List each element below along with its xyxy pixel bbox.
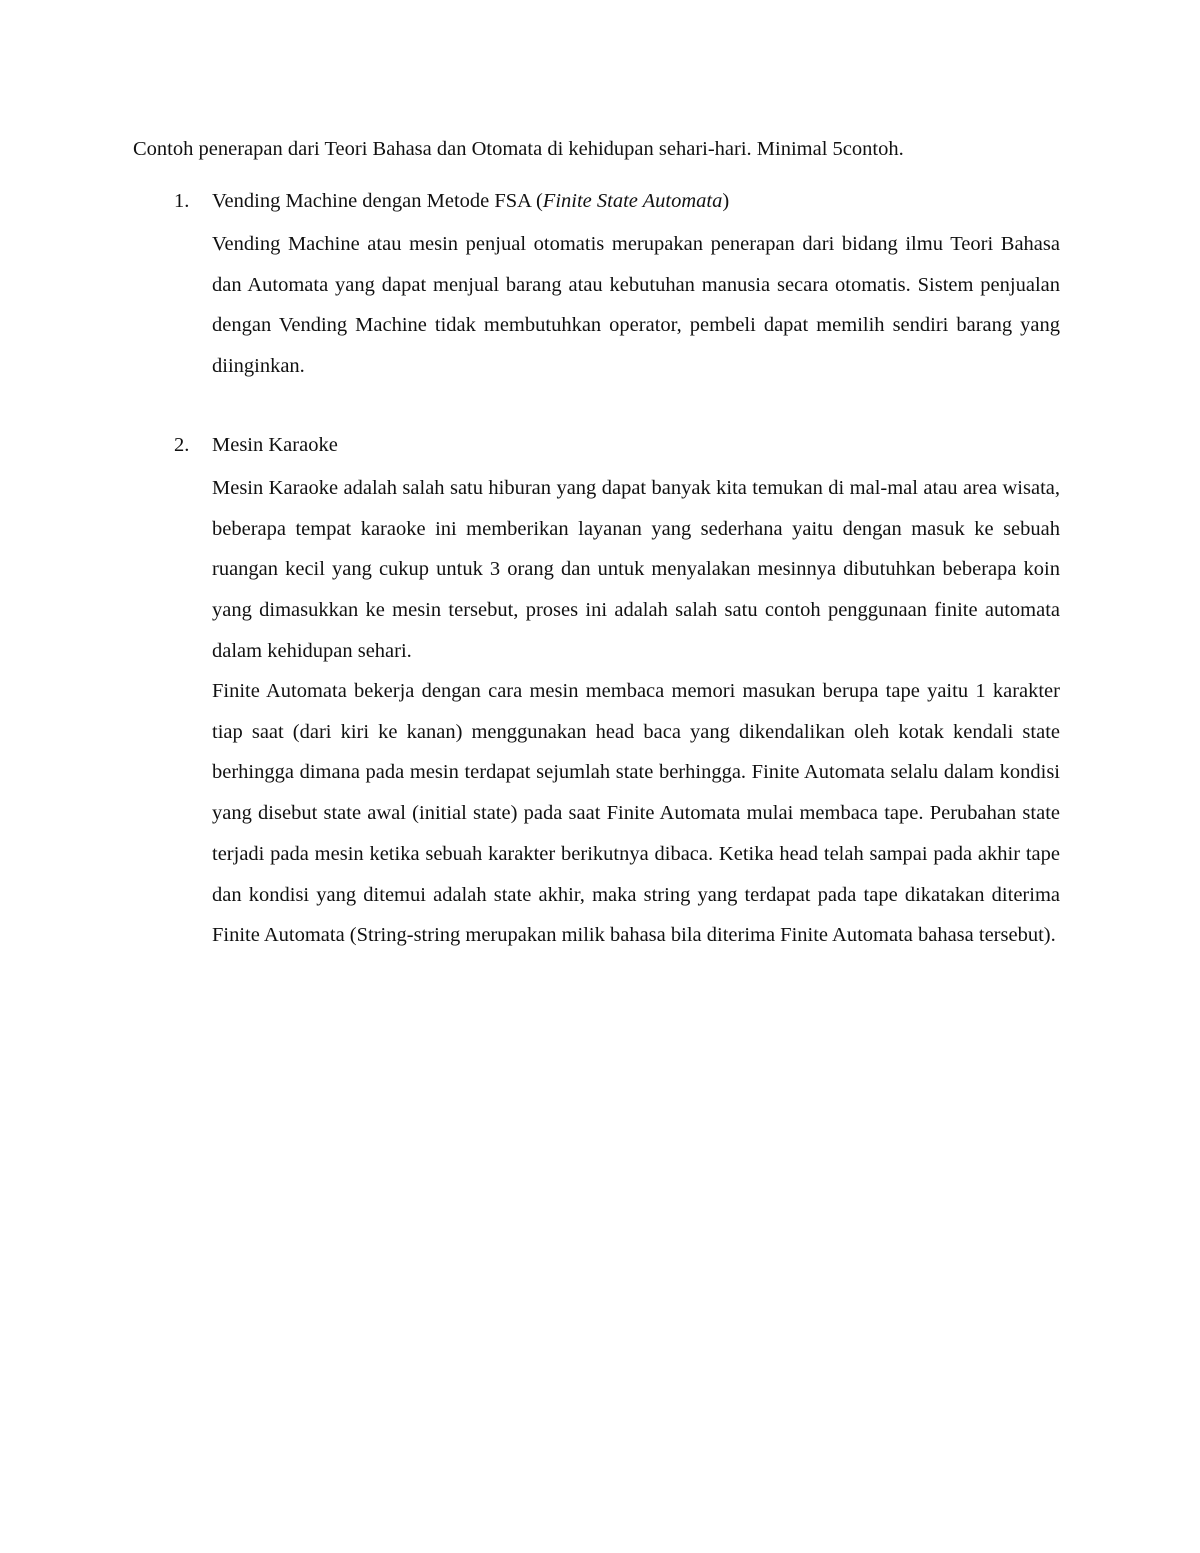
paragraph-mesin-karaoke: Mesin Karaoke adalah salah satu hiburan yang dapat banyak kita temukan di mal-mal atau area wisata, beberapa tempat karaoke ini memberikan layanan yang sederhana yaitu dengan masuk ke sebuah ruangan kecil yang cukup untuk 3 orang dan untuk menyalakan mesinnya dibutuhkan beberapa koin yang dimasukkan ke mesin tersebut, proses ini adalah salah satu contoh penggunaan finite automata dalam kehidupan sehari. <box>212 477 1060 662</box>
paragraph-vending-machine: Vending Machine atau mesin penjual otomatis merupakan penerapan dari bidang ilmu Teori Bahasa dan Automata yang dapat menjual barang atau kebutuhan manusia secara otomatis. Sistem penjualan dengan Vending Machine tidak membutuhkan operator, pembeli dapat memilih sendiri barang yang diinginkan. <box>212 233 1060 378</box>
paragraph-finite-automata: Finite Automata bekerja dengan cara mesin membaca memori masukan berupa tape yaitu 1 karakter tiap saat (dari kiri ke kanan) menggunakan head baca yang dikendalikan oleh kotak kendali state berhingga dimana pada mesin terdapat sejumlah state berhingga. Finite Automata selalu dalam kondisi yang disebut state awal (initial state) pada saat Finite Automata mulai membaca tape. Perubahan state terjadi pada mesin ketika sebuah karakter berikutnya dibaca. Ketika head telah sampai pada akhir tape dan kondisi yang ditemui adalah state akhir, maka string yang terdapat pada tape dikatakan diterima Finite Automata (String-string merupakan milik bahasa bila diterima Finite Automata bahasa tersebut). <box>212 680 1060 947</box>
list-item-number: 1. <box>174 190 190 212</box>
list-item-title <box>212 186 729 216</box>
list-item-title-prefix: Vending Machine dengan Metode FSA ( <box>212 190 543 212</box>
list-item-title-suffix: ) <box>722 190 730 212</box>
list-item-title: Mesin Karaoke <box>212 434 338 456</box>
list-item-title-emphasis: Finite State Automata <box>542 190 723 212</box>
document-heading: Contoh penerapan dari Teori Bahasa dan Otomata di kehidupan sehari-hari. Minimal 5contoh. <box>133 138 904 160</box>
list-item-number: 2. <box>174 434 190 456</box>
